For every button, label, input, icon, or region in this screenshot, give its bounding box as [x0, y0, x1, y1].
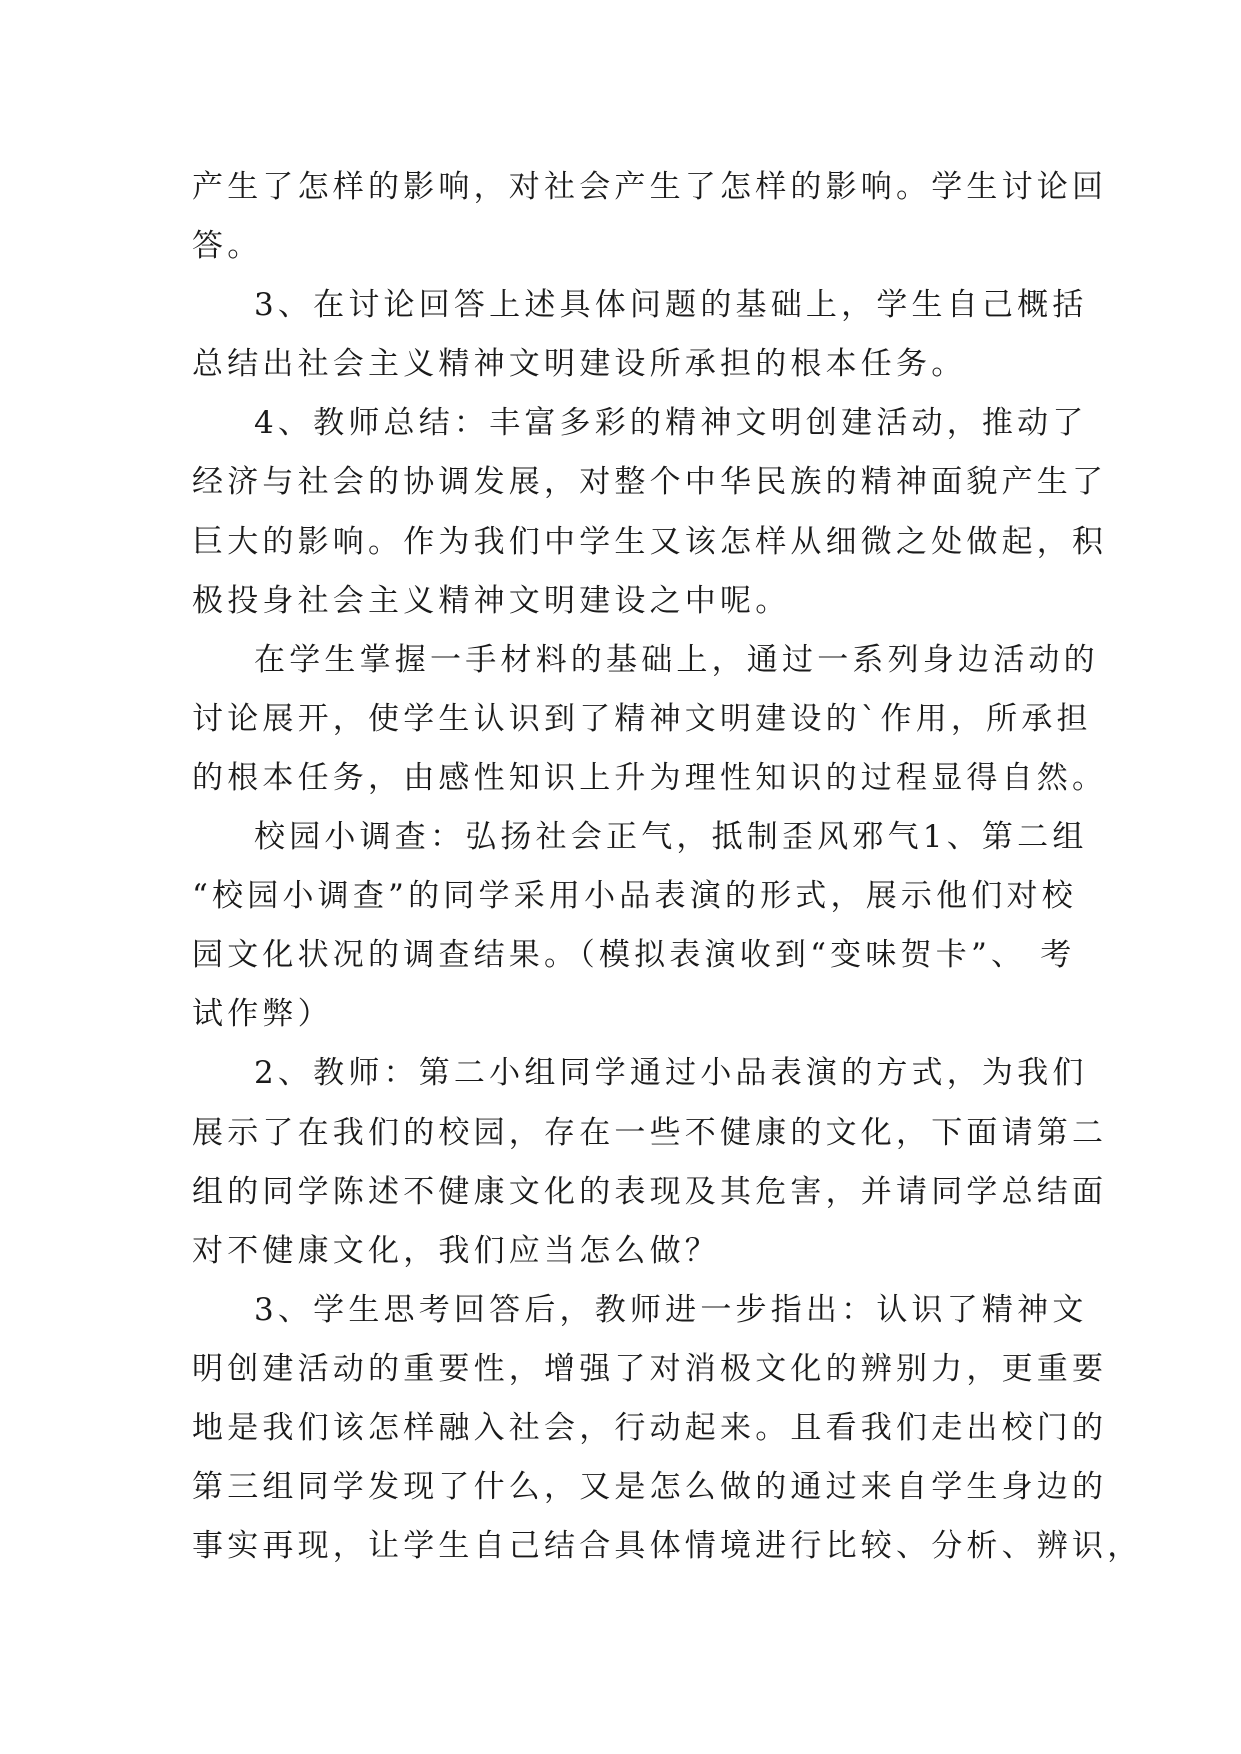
text-line: 总结出社会主义精神文明建设所承担的根本任务。	[192, 346, 967, 383]
text-line: 的根本任务，由感性知识上升为理性知识的过程显得自然。	[192, 759, 1108, 796]
text-line: 第三组同学发现了什么，又是怎么做的通过来自学生身边的	[192, 1469, 1108, 1506]
text-line: 经济与社会的协调发展，对整个中华民族的精神面貌产生了	[192, 464, 1108, 501]
text-line: 地是我们该怎样融入社会，行动起来。且看我们走出校门的	[192, 1409, 1108, 1446]
paragraph-first-line: 3、在讨论回答上述具体问题的基础上，学生自己概括	[254, 287, 1088, 324]
paragraph-first-line: 2、教师：第二小组同学通过小品表演的方式，为我们	[254, 1055, 1088, 1092]
text-line: 试作弊）	[192, 996, 333, 1033]
text-line: 展示了在我们的校园，存在一些不健康的文化，下面请第二	[192, 1114, 1108, 1151]
text-line: 组的同学陈述不健康文化的表现及其危害，并请同学总结面	[192, 1173, 1108, 1210]
text-line: 极投身社会主义精神文明建设之中呢。	[192, 582, 791, 619]
text-line: 讨论展开，使学生认识到了精神文明建设的`作用，所承担	[192, 700, 1092, 737]
text-line: 事实再现，让学生自己结合具体情境进行比较、分析、辨识，	[192, 1528, 1143, 1565]
paragraph-first-line: 3、学生思考回答后，教师进一步指出：认识了精神文	[254, 1291, 1088, 1328]
text-line: 产生了怎样的影响，对社会产生了怎样的影响。学生讨论回	[192, 169, 1108, 205]
text-line: 园文化状况的调查结果。（模拟表演收到“变味贺卡”、 考	[192, 937, 1076, 974]
document-body	[192, 158, 1143, 1576]
text-line: 明创建活动的重要性，增强了对消极文化的辨别力，更重要	[192, 1350, 1108, 1387]
text-line: 答。	[192, 228, 263, 265]
text-line: “校园小调查”的同学采用小品表演的形式，展示他们对校	[192, 878, 1077, 915]
paragraph-first-line: 校园小调查：弘扬社会正气，抵制歪风邪气1、第二组	[254, 819, 1088, 856]
text-line: 巨大的影响。作为我们中学生又该怎样从细微之处做起，积	[192, 523, 1108, 560]
paragraph-first-line: 4、教师总结：丰富多彩的精神文明创建活动，推动了	[254, 405, 1088, 442]
text-line: 对不健康文化，我们应当怎么做？	[192, 1232, 720, 1269]
paragraph-first-line: 在学生掌握一手材料的基础上，通过一系列身边活动的	[254, 641, 1099, 678]
